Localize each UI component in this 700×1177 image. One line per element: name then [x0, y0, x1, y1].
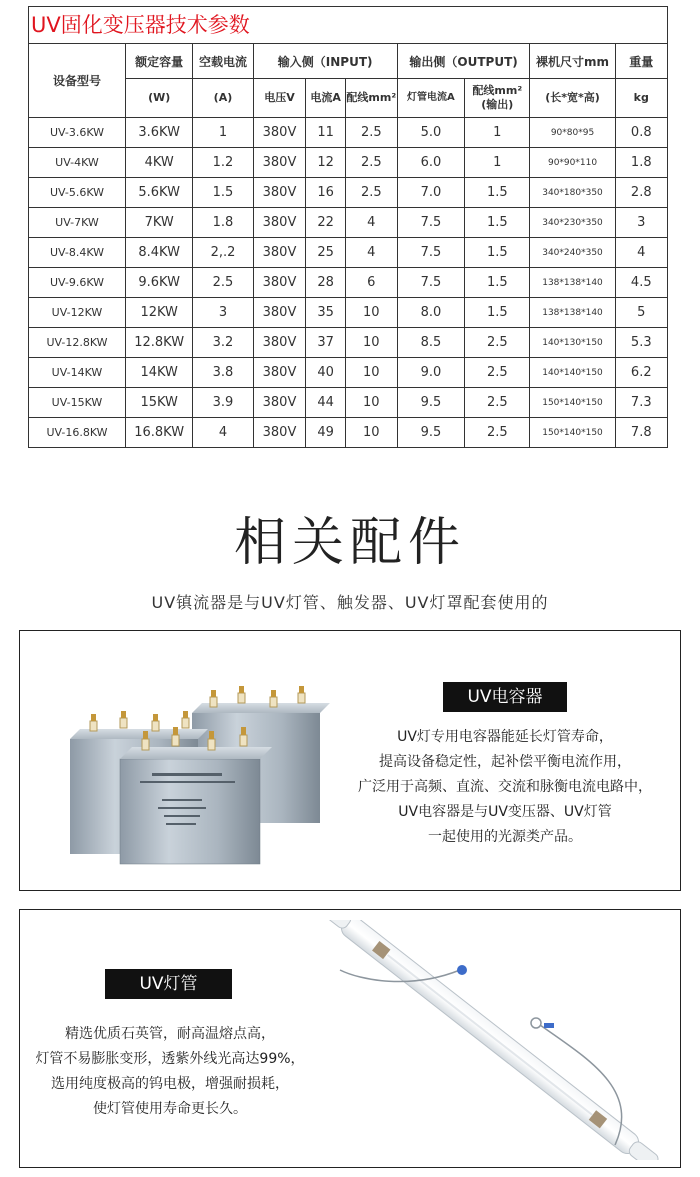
- cell-lamp-current: 7.5: [397, 268, 464, 298]
- cell-input-voltage: 380V: [253, 388, 306, 418]
- cell-no-load-current: 1.8: [193, 208, 253, 238]
- cell-input-wire: 10: [345, 328, 397, 358]
- cell-input-voltage: 380V: [253, 358, 306, 388]
- cell-output-wire: 1.5: [465, 268, 530, 298]
- cell-size: 150*140*150: [530, 418, 615, 448]
- cell-weight: 3: [615, 208, 667, 238]
- cell-input-wire: 10: [345, 358, 397, 388]
- cell-no-load-current: 3.9: [193, 388, 253, 418]
- header-input-current: 电流A: [306, 79, 345, 118]
- cell-rated-capacity: 3.6KW: [125, 118, 192, 148]
- header-weight: 重量: [615, 44, 667, 79]
- header-output-wire: [465, 79, 530, 118]
- cell-input-voltage: 380V: [253, 148, 306, 178]
- cell-lamp-current: 8.5: [397, 328, 464, 358]
- cell-weight: 2.8: [615, 178, 667, 208]
- cell-output-wire: 1: [465, 148, 530, 178]
- cell-rated-capacity: 4KW: [125, 148, 192, 178]
- cell-output-wire: 1.5: [465, 238, 530, 268]
- cell-size: 340*180*350: [530, 178, 615, 208]
- cell-no-load-current: 4: [193, 418, 253, 448]
- cell-output-wire: 2.5: [465, 328, 530, 358]
- cell-model: UV-15KW: [29, 388, 125, 418]
- cell-input-voltage: 380V: [253, 328, 306, 358]
- cell-model: UV-16.8KW: [29, 418, 125, 448]
- cell-rated-capacity: 7KW: [125, 208, 192, 238]
- cell-input-wire: 10: [345, 298, 397, 328]
- cell-lamp-current: 9.5: [397, 388, 464, 418]
- cell-weight: 5: [615, 298, 667, 328]
- cell-input-voltage: 380V: [253, 268, 306, 298]
- cell-input-current: 11: [306, 118, 345, 148]
- capacitor-description: [330, 725, 680, 850]
- cell-input-voltage: 380V: [253, 208, 306, 238]
- cell-lamp-current: 8.0: [397, 298, 464, 328]
- capacitor-description-line: UV灯专用电容器能延长灯管寿命，: [397, 729, 613, 745]
- capacitor-image: [40, 661, 330, 871]
- cell-input-voltage: 380V: [253, 178, 306, 208]
- cell-rated-capacity: 5.6KW: [125, 178, 192, 208]
- uv-lamp-image: [300, 920, 675, 1160]
- cell-size: 140*130*150: [530, 328, 615, 358]
- cell-input-wire: 2.5: [345, 148, 397, 178]
- accessories-title: 相关配件: [233, 513, 466, 573]
- cell-model: UV-7KW: [29, 208, 125, 238]
- cell-input-wire: 2.5: [345, 178, 397, 208]
- header-input-side: 输入侧（INPUT): [253, 44, 397, 79]
- capacitor-description-line: 广泛用于高频、直流、交流和脉衡电流电路中，: [358, 779, 652, 795]
- cell-input-current: 35: [306, 298, 345, 328]
- header-input-voltage: 电压V: [253, 79, 306, 118]
- cell-size: 90*80*95: [530, 118, 615, 148]
- cell-no-load-current: 3.8: [193, 358, 253, 388]
- cell-output-wire: 2.5: [465, 358, 530, 388]
- lamp-card: [19, 909, 681, 1168]
- cell-rated-capacity: 9.6KW: [125, 268, 192, 298]
- table-row: [29, 358, 667, 388]
- cell-weight: 0.8: [615, 118, 667, 148]
- cell-input-current: 16: [306, 178, 345, 208]
- cell-model: UV-8.4KW: [29, 238, 125, 268]
- cell-input-current: 44: [306, 388, 345, 418]
- table-row: [29, 388, 667, 418]
- cell-lamp-current: 7.5: [397, 238, 464, 268]
- cell-weight: 4.5: [615, 268, 667, 298]
- cell-size: 140*140*150: [530, 358, 615, 388]
- cell-size: 150*140*150: [530, 388, 615, 418]
- table-row: [29, 328, 667, 358]
- table-row: [29, 418, 667, 448]
- cell-weight: 1.8: [615, 148, 667, 178]
- cell-output-wire: 1.5: [465, 208, 530, 238]
- header-output-side: 输出侧（OUTPUT): [397, 44, 530, 79]
- cell-input-current: 49: [306, 418, 345, 448]
- cell-no-load-current: 3.2: [193, 328, 253, 358]
- cell-model: UV-5.6KW: [29, 178, 125, 208]
- header-weight-unit: kg: [615, 79, 667, 118]
- capacitor-description-line: 提高设备稳定性，起补偿平衡电流作用，: [379, 754, 631, 770]
- cell-lamp-current: 9.5: [397, 418, 464, 448]
- lamp-tag: UV灯管: [105, 969, 232, 999]
- header-rated-capacity-unit: (W): [125, 79, 192, 118]
- cell-input-current: 25: [306, 238, 345, 268]
- table-row: [29, 148, 667, 178]
- cell-output-wire: 2.5: [465, 388, 530, 418]
- cell-input-wire: 2.5: [345, 118, 397, 148]
- cell-weight: 7.3: [615, 388, 667, 418]
- cell-weight: 4: [615, 238, 667, 268]
- table-row: [29, 208, 667, 238]
- table-row: [29, 268, 667, 298]
- cell-no-load-current: 2.5: [193, 268, 253, 298]
- cell-input-wire: 6: [345, 268, 397, 298]
- cell-rated-capacity: 15KW: [125, 388, 192, 418]
- spec-table-title: UV固化变压器技术参数: [29, 7, 667, 44]
- cell-input-wire: 10: [345, 418, 397, 448]
- capacitor-front: [120, 727, 272, 864]
- cell-output-wire: 1.5: [465, 178, 530, 208]
- table-row: [29, 298, 667, 328]
- cell-weight: 6.2: [615, 358, 667, 388]
- cell-model: UV-9.6KW: [29, 268, 125, 298]
- cell-output-wire: 1: [465, 118, 530, 148]
- cell-size: 90*90*110: [530, 148, 615, 178]
- cell-model: UV-3.6KW: [29, 118, 125, 148]
- cell-weight: 7.8: [615, 418, 667, 448]
- capacitor-description-line: 一起使用的光源类产品。: [428, 829, 582, 845]
- cell-input-wire: 10: [345, 388, 397, 418]
- cell-size: 340*240*350: [530, 238, 615, 268]
- cell-lamp-current: 5.0: [397, 118, 464, 148]
- cell-input-current: 37: [306, 328, 345, 358]
- cell-input-voltage: 380V: [253, 118, 306, 148]
- cell-input-voltage: 380V: [253, 238, 306, 268]
- header-no-load-current: 空载电流: [193, 44, 253, 79]
- header-input-wire: 配线mm²: [345, 79, 397, 118]
- cell-model: UV-12.8KW: [29, 328, 125, 358]
- table-row: [29, 238, 667, 268]
- cell-rated-capacity: 12.8KW: [125, 328, 192, 358]
- table-row: [29, 178, 667, 208]
- accessories-subtitle: UV镇流器是与UV灯管、触发器、UV灯罩配套使用的: [151, 593, 549, 612]
- spec-table: [29, 44, 667, 447]
- cell-lamp-current: 7.5: [397, 208, 464, 238]
- cell-model: UV-14KW: [29, 358, 125, 388]
- cell-input-wire: 4: [345, 238, 397, 268]
- table-row: [29, 118, 667, 148]
- lamp-description-line: 使灯管使用寿命更长久。: [93, 1101, 247, 1117]
- lamp-description-line: 精选优质石英管，耐高温熔点高，: [65, 1026, 275, 1042]
- lamp-description: [20, 1022, 320, 1122]
- header-size: 裸机尺寸mm: [530, 44, 615, 79]
- header-model: 设备型号: [29, 44, 125, 118]
- header-lamp-current: 灯管电流A: [397, 79, 464, 118]
- capacitor-tag: UV电容器: [443, 682, 567, 712]
- cell-lamp-current: 9.0: [397, 358, 464, 388]
- lamp-description-line: 灯管不易膨胀变形，透紫外线光高达99%，: [35, 1051, 305, 1067]
- cell-model: UV-4KW: [29, 148, 125, 178]
- spec-table-body: [29, 118, 667, 448]
- cell-rated-capacity: 12KW: [125, 298, 192, 328]
- header-no-load-current-unit: (A): [193, 79, 253, 118]
- capacitor-card: [19, 630, 681, 891]
- cell-rated-capacity: 16.8KW: [125, 418, 192, 448]
- cell-rated-capacity: 14KW: [125, 358, 192, 388]
- cell-size: 340*230*350: [530, 208, 615, 238]
- spec-table-panel: [28, 6, 668, 448]
- cell-input-wire: 4: [345, 208, 397, 238]
- cell-input-current: 22: [306, 208, 345, 238]
- cell-output-wire: 2.5: [465, 418, 530, 448]
- header-size-unit: (长*宽*高): [530, 79, 615, 118]
- cell-no-load-current: 1.5: [193, 178, 253, 208]
- cell-no-load-current: 1.2: [193, 148, 253, 178]
- cell-input-voltage: 380V: [253, 418, 306, 448]
- cell-size: 138*138*140: [530, 268, 615, 298]
- cell-output-wire: 1.5: [465, 298, 530, 328]
- cell-rated-capacity: 8.4KW: [125, 238, 192, 268]
- capacitor-description-line: UV电容器是与UV变压器、UV灯管: [398, 804, 612, 820]
- cell-lamp-current: 6.0: [397, 148, 464, 178]
- cell-input-voltage: 380V: [253, 298, 306, 328]
- cell-model: UV-12KW: [29, 298, 125, 328]
- cell-size: 138*138*140: [530, 298, 615, 328]
- cell-no-load-current: 3: [193, 298, 253, 328]
- cell-input-current: 40: [306, 358, 345, 388]
- cell-no-load-current: 2,.2: [193, 238, 253, 268]
- cell-lamp-current: 7.0: [397, 178, 464, 208]
- header-rated-capacity: 额定容量: [125, 44, 192, 79]
- cell-weight: 5.3: [615, 328, 667, 358]
- header-output-wire-note: (输出): [481, 98, 514, 111]
- lamp-description-line: 选用纯度极高的钨电极，增强耐损耗，: [51, 1076, 289, 1092]
- header-output-wire-label: 配线mm²: [472, 84, 523, 97]
- cell-input-current: 28: [306, 268, 345, 298]
- cell-no-load-current: 1: [193, 118, 253, 148]
- cell-input-current: 12: [306, 148, 345, 178]
